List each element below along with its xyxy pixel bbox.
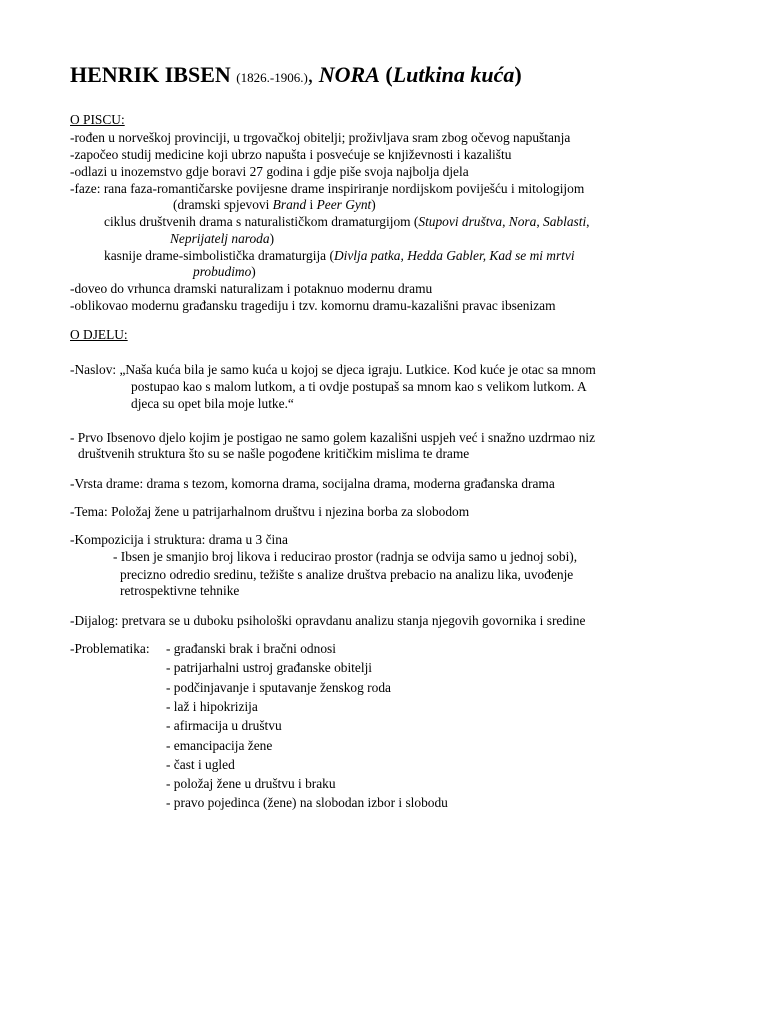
list-item: - patrijarhalni ustroj građanske obitelji: [166, 660, 373, 675]
document-title: HENRIK IBSEN (1826.-1906.), NORA (Lutkina kuća): [70, 62, 522, 87]
text-line: (dramski spjevovi Brand i Peer Gynt): [173, 197, 376, 212]
list-item: - afirmacija u društvu: [166, 718, 282, 733]
text-line: retrospektivne tehnike: [120, 583, 240, 598]
work-title: NORA: [318, 62, 380, 87]
text-line: -započeo studij medicine koji ubrzo napušta i posvećuje se književnosti i kazalištu: [70, 147, 512, 162]
problematika-label: -Problematika:: [70, 641, 150, 656]
list-item: - položaj žene u društvu i braku: [166, 776, 336, 791]
list-item: - građanski brak i bračni odnosi: [166, 641, 336, 656]
text-line: - Ibsen je smanjio broj likova i reducirao prostor (radnja se odvija samo u jednoj sobi),: [113, 549, 578, 564]
text-line: -Tema: Položaj žene u patrijarhalnom društvu i njezina borba za slobodom: [70, 504, 470, 519]
text-line: -oblikovao modernu građansku tragediju i tzv. komornu dramu-kazališni pravac ibsenizam: [70, 298, 556, 313]
text-line: postupao kao s malom lutkom, a ti ovdje postupaš sa mnom kao s velikom lutkom. A: [131, 379, 587, 394]
text-line: - Prvo Ibsenovo djelo kojim je postigao ne samo golem kazališni uspjeh već i snažno uzdrmao niz: [70, 430, 596, 445]
text-line: -Dijalog: pretvara se u duboku psihološki opravdanu analizu stanja njegovih govornika i sredine: [70, 613, 586, 628]
author-years: (1826.-1906.): [236, 70, 308, 85]
list-item: - emancipacija žene: [166, 738, 273, 753]
text-line: probudimo): [193, 264, 256, 279]
text-line: kasnije drame-simbolistička dramaturgija (Divlja patka, Hedda Gabler, Kad se mi mrtvi: [104, 248, 575, 263]
list-item: - podčinjavanje i sputavanje ženskog roda: [166, 680, 391, 695]
text-line: -Naslov: „Naša kuća bila je samo kuća u kojoj se djeca igraju. Lutkice. Kod kuće je otac sa mnom: [70, 362, 596, 377]
text-line: precizno odredio sredinu, težište s analize društva prebacio na analizu lika, uvođenje: [120, 567, 574, 582]
text-line: ciklus društvenih drama s naturalističkom dramaturgijom (Stupovi društva, Nora, Sablasti,: [104, 214, 590, 229]
text-line: djeca su opet bila moje lutke.“: [131, 396, 294, 411]
list-item: - čast i ugled: [166, 757, 235, 772]
section-heading-o-piscu: O PISCU:: [70, 112, 125, 127]
work-subtitle: Lutkina kuća: [392, 62, 515, 87]
list-item: - laž i hipokrizija: [166, 699, 258, 714]
author-name: HENRIK IBSEN: [70, 62, 231, 87]
section-heading-o-djelu: O DJELU:: [70, 327, 128, 342]
text-line: Neprijatelj naroda): [170, 231, 275, 246]
text-line: -Kompozicija i struktura: drama u 3 čina: [70, 532, 288, 547]
text-line: -Vrsta drame: drama s tezom, komorna drama, socijalna drama, moderna građanska drama: [70, 476, 555, 491]
text-line: -rođen u norveškoj provinciji, u trgovačkoj obitelji; proživljava sram zbog očevog napuštanja: [70, 130, 571, 145]
text-line: -doveo do vrhunca dramski naturalizam i potaknuo modernu dramu: [70, 281, 433, 296]
text-line: -odlazi u inozemstvo gdje boravi 27 godina i gdje piše svoja najbolja djela: [70, 164, 469, 179]
text-line: društvenih struktura što su se našle pogođene kritičkim mislima te drame: [78, 446, 470, 461]
list-item: - pravo pojedinca (žene) na slobodan izbor i slobodu: [166, 795, 448, 810]
text-line: -faze: rana faza-romantičarske povijesne drame inspiriranje nordijskom poviješću i mitologijom: [70, 181, 585, 196]
